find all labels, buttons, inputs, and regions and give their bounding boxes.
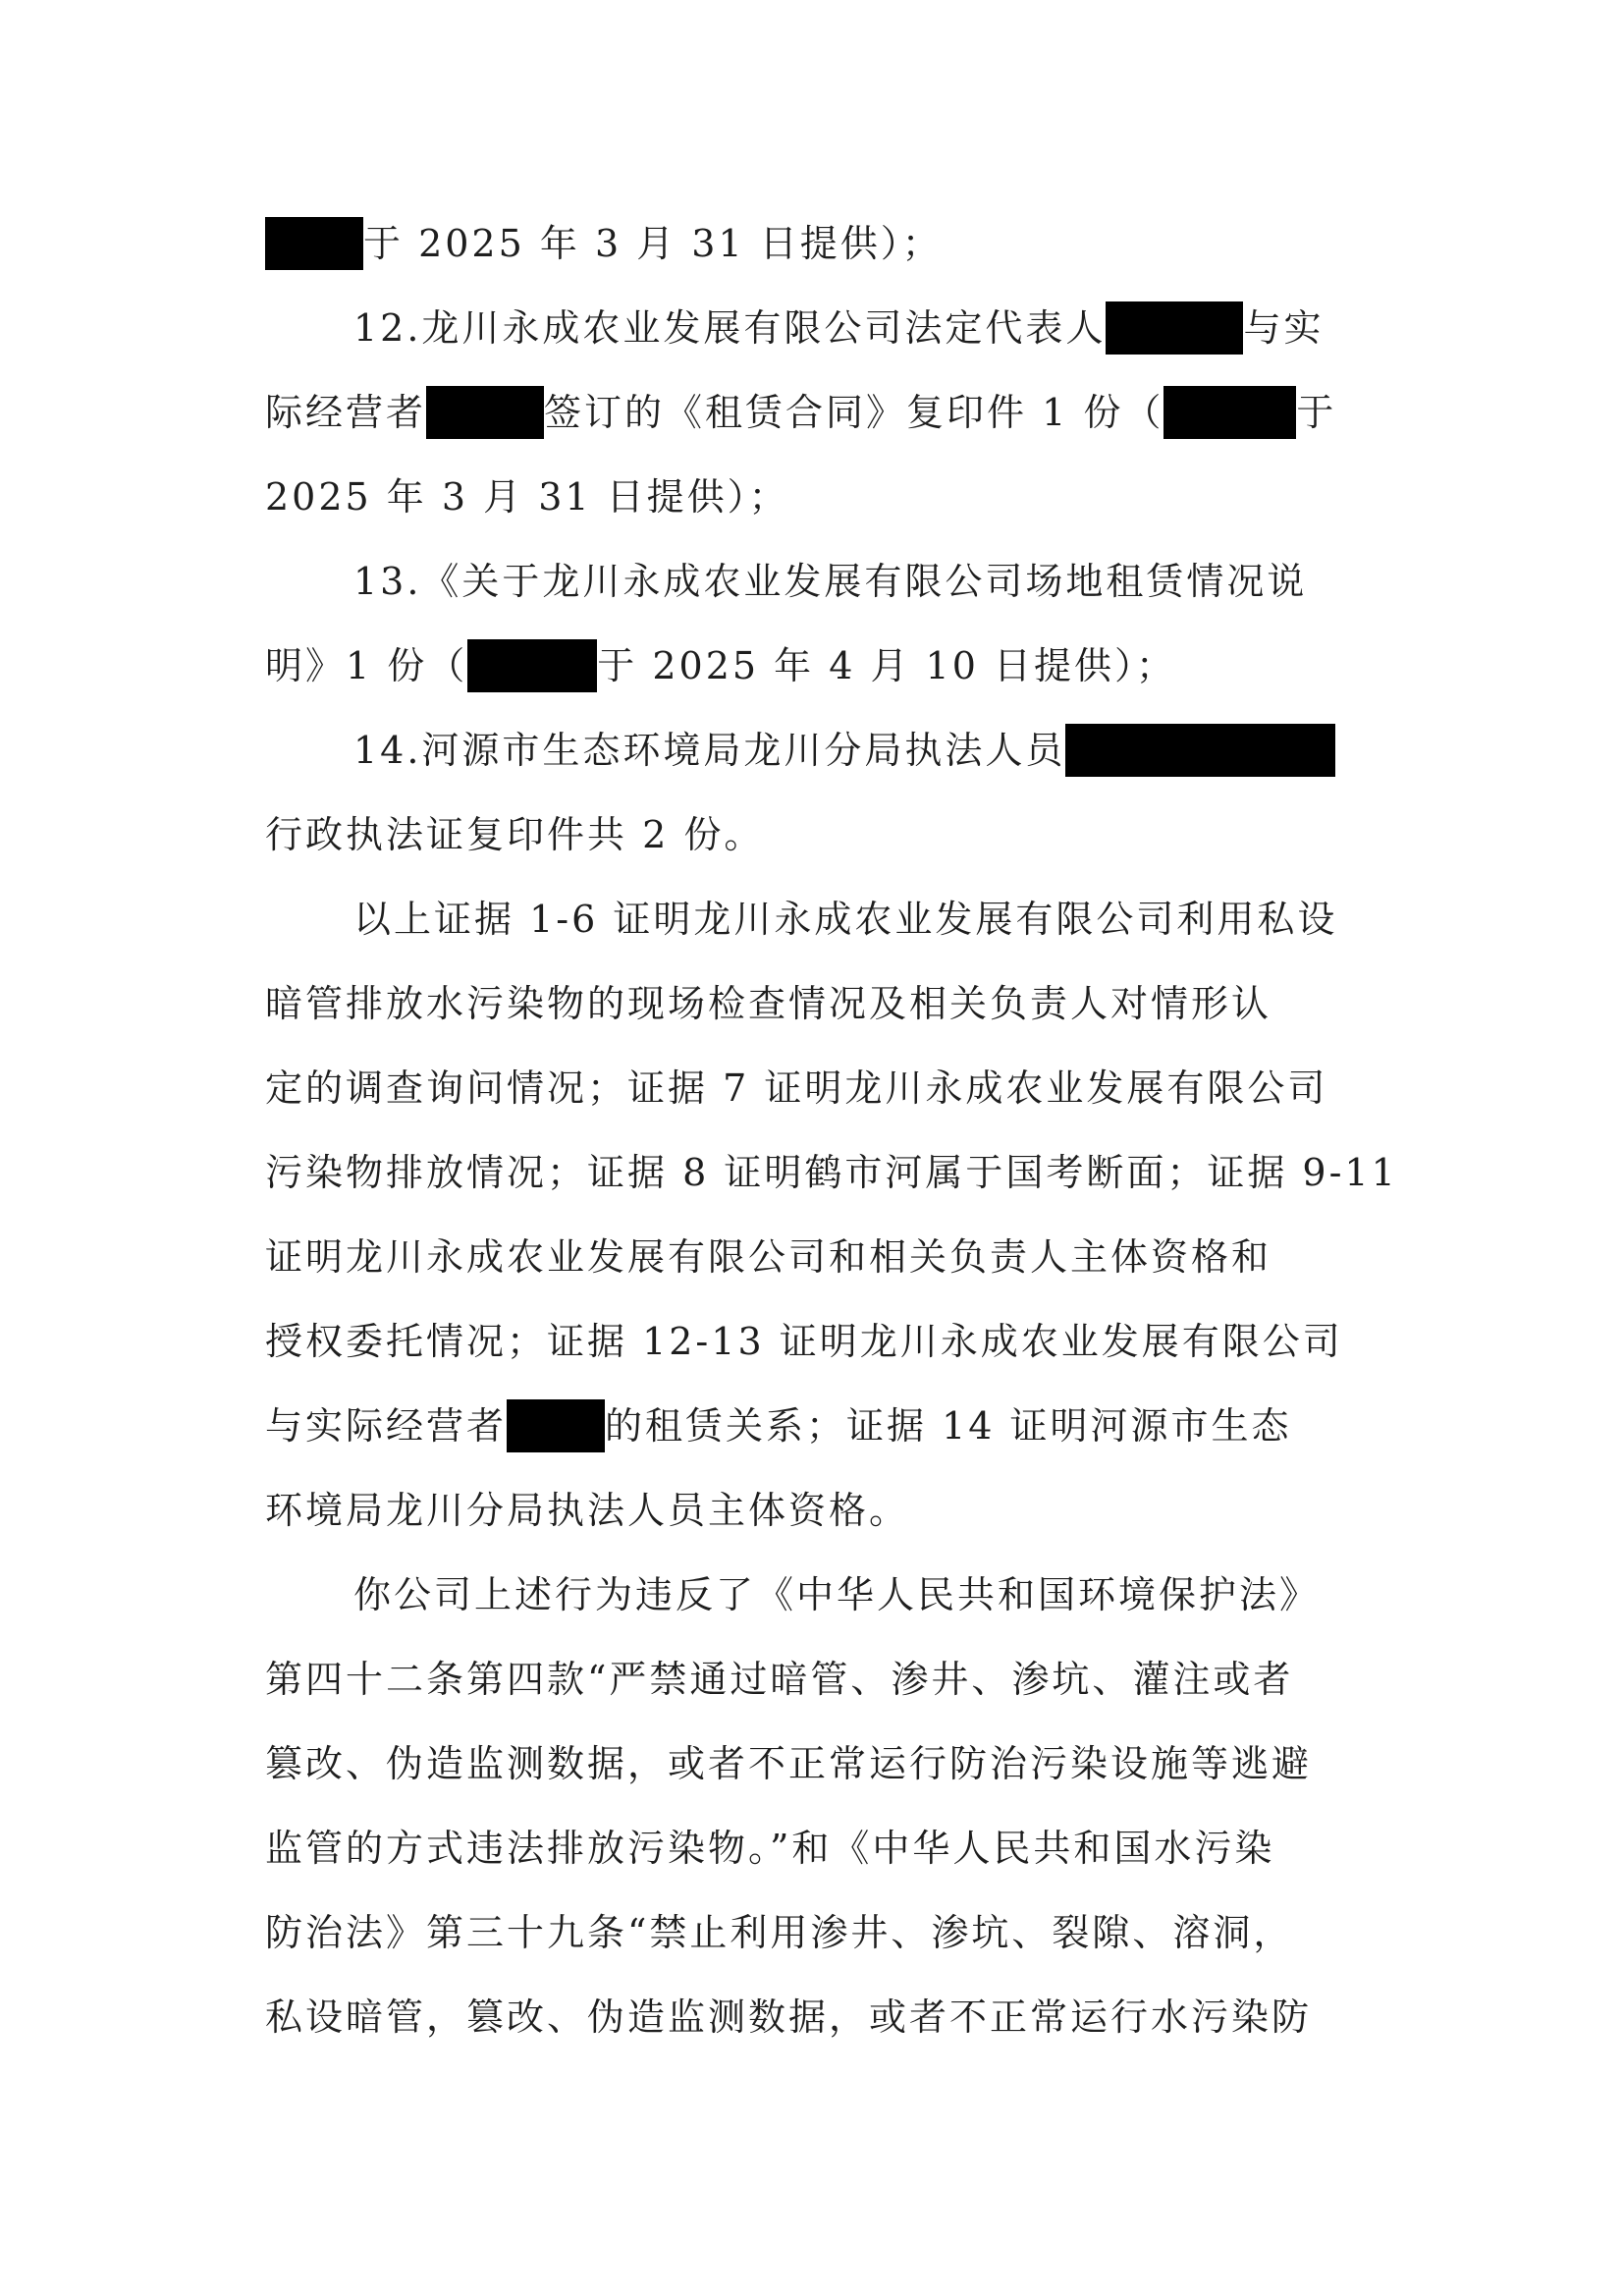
redaction-block — [1163, 386, 1296, 439]
text-line — [265, 1215, 1394, 1299]
text-line — [265, 793, 1394, 877]
text-segment: 第四十二条第四款“严禁通过暗管、渗井、渗坑、灌注或者 — [265, 1658, 1294, 1701]
text-line — [265, 1468, 1394, 1553]
text-segment: 14.河源市生态环境局龙川分局执法人员 — [353, 729, 1066, 772]
text-segment: 与实际经营者 — [265, 1404, 508, 1448]
text-line — [265, 1299, 1394, 1384]
redaction-block — [265, 217, 363, 270]
text-segment: 于 2025 年 3 月 31 日提供）； — [363, 222, 943, 265]
text-segment: 13.《关于龙川永成农业发展有限公司场地租赁情况说 — [353, 560, 1308, 603]
text-line — [265, 624, 1394, 708]
redaction-block — [426, 386, 544, 439]
text-segment: 私设暗管，篡改、伪造监测数据，或者不正常运行水污染防 — [265, 1995, 1313, 2039]
text-segment: 12.龙川永成农业发展有限公司法定代表人 — [353, 306, 1107, 350]
text-segment: 明》1 份（ — [265, 644, 468, 687]
text-segment: 的租赁关系；证据 14 证明河源市生态 — [605, 1404, 1292, 1448]
text-segment: 污染物排放情况；证据 8 证明鹤市河属于国考断面；证据 9-11 — [265, 1151, 1398, 1194]
text-line — [265, 1130, 1398, 1215]
redaction-block — [467, 639, 597, 692]
text-segment: 定的调查询问情况；证据 7 证明龙川永成农业发展有限公司 — [265, 1066, 1328, 1110]
text-line — [265, 370, 1394, 455]
text-line — [265, 877, 1394, 961]
text-segment: 防治法》第三十九条“禁止利用渗井、渗坑、裂隙、溶洞， — [265, 1911, 1294, 1954]
text-line — [265, 708, 1394, 793]
text-line — [265, 1806, 1394, 1890]
redaction-block — [1065, 724, 1335, 777]
text-line — [265, 1637, 1394, 1722]
redaction-block — [507, 1399, 605, 1452]
text-line — [265, 1384, 1394, 1468]
text-segment: 行政执法证复印件共 2 份。 — [265, 813, 765, 856]
text-line — [265, 1046, 1394, 1130]
text-segment: 于 — [1296, 391, 1337, 434]
text-line — [265, 455, 1394, 539]
text-line — [265, 286, 1394, 370]
text-segment: 你公司上述行为违反了《中华人民共和国环境保护法》 — [353, 1573, 1321, 1616]
text-segment: 于 2025 年 4 月 10 日提供）； — [597, 644, 1176, 687]
text-segment: 2025 年 3 月 31 日提供）； — [265, 475, 789, 519]
document-body — [265, 201, 1398, 2059]
text-segment: 际经营者 — [265, 391, 427, 434]
text-line — [265, 201, 1394, 286]
text-line — [265, 1553, 1394, 1637]
text-segment: 签订的《租赁合同》复印件 1 份（ — [544, 391, 1164, 434]
text-segment: 证明龙川永成农业发展有限公司和相关负责人主体资格和 — [265, 1235, 1272, 1279]
redaction-block — [1106, 301, 1243, 355]
text-segment: 篡改、伪造监测数据，或者不正常运行防治污染设施等逃避 — [265, 1742, 1313, 1785]
text-segment: 暗管排放水污染物的现场检查情况及相关负责人对情形认 — [265, 982, 1272, 1025]
text-segment: 监管的方式违法排放污染物。”和《中华人民共和国水污染 — [265, 1827, 1275, 1870]
text-segment: 与实 — [1243, 306, 1325, 350]
text-segment: 以上证据 1-6 证明龙川永成农业发展有限公司利用私设 — [353, 898, 1338, 941]
text-line — [265, 1722, 1394, 1806]
text-line — [265, 1890, 1394, 1975]
text-line — [265, 1975, 1394, 2059]
text-line — [265, 539, 1394, 624]
text-segment: 授权委托情况；证据 12-13 证明龙川永成农业发展有限公司 — [265, 1320, 1343, 1363]
text-line — [265, 961, 1394, 1046]
text-segment: 环境局龙川分局执法人员主体资格。 — [265, 1489, 910, 1532]
